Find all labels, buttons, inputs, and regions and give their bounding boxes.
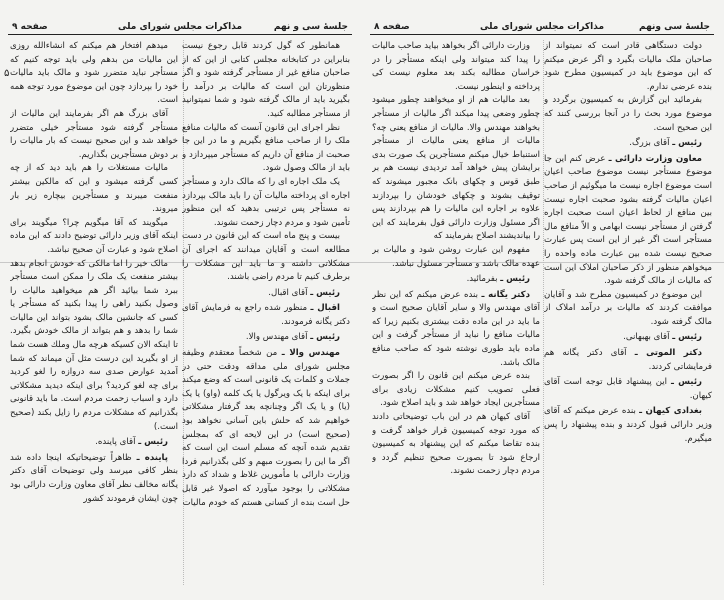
paragraph-text: آقای بزرگ هم اگر بفرمایند این مالیات از مستأجر گرفته شود مستأجر خیلی متضرر خواهد شد و این صحیح نیست که بار مالیات را بر دوش مستأجرین بگذاریم.	[10, 108, 178, 160]
paragraph	[544, 40, 712, 94]
publication-title: مذاکرات مجلس شورای ملی	[117, 22, 243, 32]
paragraph-text: مالک خیر را اما مالکی که خودش انجام بدهد بیشتر منفعت یک ملک را ممکن است مستأجر ببرد شما بیائید اگر هم میخواهید مالیات را وصول بکنید راهی را پیدا بکنید که مستأجر یا کسی که جانشین مالک بشود بتواند این مالیات شما را بدهد و هم بتواند از مالک خودش بگیرد. تا اینکه الان کسیکه هرچه مال وملك هست شما از او بگیرید این درست مثل آن میماند که شما آمدید عوارض صدی سه دروازه را لغو کردید برای چه لغو کردید؟ برای اینکه دیدید مشکلاتی دارد و اسباب زحمت مردم است. ما باید قانونی بگذرانیم که مشکلات مردم را زایل بکند (صحیح است.)	[10, 258, 178, 432]
paragraph	[182, 176, 350, 230]
speaker-paragraph	[372, 273, 540, 287]
speaker-paragraph	[544, 153, 712, 289]
speaker-name: پاینده ـ	[136, 452, 168, 463]
margin-number: ۵	[4, 68, 10, 79]
paragraph	[10, 162, 178, 216]
speaker-name: رئیس ـ	[671, 377, 702, 388]
speaker-name: رئیس ـ	[672, 138, 702, 149]
speaker-name: دکتر الموتی ـ	[634, 348, 702, 359]
speaker-paragraph	[544, 347, 712, 374]
speaker-name: بغدادی کیهان ـ	[639, 406, 703, 417]
page-8	[362, 0, 724, 600]
paragraph	[372, 411, 540, 479]
speaker-name: اقبال ـ	[310, 303, 340, 314]
paragraph-text: آقای کیهان هم در این باب توضیحاتی دادند که مورد توجه کمیسیون قرار خواهد گرفت و بنده تقاضا میکنم که این پیشنهاد به کمیسیون ارجاع شود تا بصورت صحیح تنظیم گردد و مردم دچار زحمت نشوند.	[372, 412, 540, 477]
page-header	[370, 20, 714, 35]
paragraph-text: منظور شده راجع به فرمایش آقای دکتر یگانه فرمودند.	[182, 303, 350, 327]
paragraph-text: آقای دکتر یگانه هم فرمایشاتی کردند.	[544, 348, 712, 372]
paragraph	[182, 122, 350, 176]
paragraph-text: بعد مالیات هم از او میخواهند چطور میشود چطور وضعی پیدا میکند اگر مالیات از مستأجر بخواهند مهندس والا. مالیات از منافع یعنی چه؟ مالیات از منافع یعنی مالیات از مستأجر استنباط خیال میکنم مستأجرین یک صورت بدی برایشان پیش خواهد آمد تردیدی نیست هم بر طبق قوس و چکهای بانک مجبور میشوند که توقیف بشوند و چکهای خودشان را بپردازند علاوه بر اجاره این مالیات را هم بپردازند پس اگر مسئول وزارت دارائی قول بفرمایند که این را بیاندیشند اصلاح بفرمایند که	[372, 95, 540, 242]
speaker-paragraph	[544, 137, 712, 151]
paragraph-text: بنده عرض میکنم که آقای وزیر دارائی قبول کردند و بنده پیشنهاد را پس میگیرم.	[544, 406, 712, 444]
page-number: صفحه ۸	[374, 22, 410, 32]
paragraph-text: این موضوع در کمیسیون مطرح شد و آقایان موافقت کردند که مالیات بر درآمد املاک از مالک گرفته شود.	[544, 289, 712, 327]
paragraph-text: میگویند که آقا میگویم چرا؟ میگویند برای اینکه آقای وزیر دارائی توضیح دادند که این ماده اصلاح شود و عبارت آن صحیح نباشد.	[10, 217, 178, 255]
paragraph	[10, 40, 178, 108]
paragraph-text: بیست و پنج ماه است که این قانون در دست مطالعه است و آقایان میدانند که اجرای آن مشکلاتی داشته و ما باید این مشکلات را برطرف کنیم تا مردم راضی باشند.	[182, 231, 350, 283]
text-column-left	[10, 40, 178, 590]
speaker-paragraph	[544, 405, 712, 446]
publication-title: مذاکرات مجلس شورای ملی	[479, 22, 605, 32]
paragraph-text: وزارت دارائی اگر بخواهد بیاید صاحب مالیات را پیدا کند میتواند ولی اینکه مستأجر را در خراسان مطالبه بکند بعد معلوم نیست کی پرداخته و اینطور نیست.	[372, 41, 540, 92]
paragraph-text: آقای اقبال.	[268, 287, 308, 298]
paragraph-text: مفهوم این عبارت روشن شود و مالیات بر عهده مالک باشد و مستأجر مسئول نباشد.	[372, 244, 540, 269]
page-header	[8, 20, 352, 35]
paragraph	[544, 94, 712, 135]
paragraph	[10, 108, 178, 162]
paragraph-text: دولت دستگاهی قادر است که نمیتواند از صاحبان ملک مالیات بگیرد و اگر عرض میکنم که این موضوع باید در کمیسیون مطرح شود بنده عرضی ندارم.	[544, 41, 712, 92]
paragraph-text: مالیات مستغلات را هم باید دید که از چه کسی گرفته میشود و این که مالکین بیشتر منفعت میبرند و مستأجرین بیچاره زیر بار میروند.	[10, 163, 178, 215]
speaker-paragraph	[182, 302, 350, 329]
paragraph	[10, 217, 178, 258]
paragraph-text: آقای بهبهانی.	[623, 332, 670, 343]
paragraph	[544, 289, 712, 330]
paragraph	[372, 40, 540, 94]
session-label: جلسهٔ سی ونهم	[639, 22, 710, 32]
speaker-paragraph	[182, 347, 350, 510]
speaker-paragraph	[544, 331, 712, 345]
paragraph	[372, 244, 540, 271]
paragraph-text: بنده عرض میکنم که این نظر آقای مهندس والا و سایر آقایان صحیح است و ما باید در این ماده دقت بیشتری بکنیم زیرا که مالیات منافع را نباید از مستأجر گرفت و این ماده باید طوری نوشته شود که صاحب منافع مالک باشد.	[372, 289, 540, 368]
paragraph-text: ظاهراً توضیحاتیکه اینجا داده شد بنظر کافی میرسد ولی توضیحات آقای دکتر یگانه مخالف نظر آقای معاون وزارت دارائی بود چون ایشان فرمودند کشور	[10, 452, 178, 504]
paragraph-text: عرض کنم این جا موضوع مستأجر نیست موضوع صاحب اعیان است موضوع اجاره نیست ما میگوئیم از صاحب اعیان مالیات گرفته بشود صحبت اجاره نیست بین منافع از لحاظ اعیان است صحبت اجاره گرفتن از مستأجر نیست ابهامی و الاّ منافع مال مستأجر است اگر غیر از این است پس عبارت صحیح نیست شده بین عبارت ماده واحده را میخواهم منظور از ذکر صاحبان املاک این است که مالیات از مالک گرفته شود.	[544, 153, 712, 287]
speaker-name: مهندس والا ـ	[281, 348, 341, 359]
paragraph-text: این پیشنهاد قابل توجه است آقای کیهان.	[544, 377, 712, 401]
paragraph-text: همانطور که گول کردند قابل رجوع نیست بنابراین در کتابخانه مجلس کتابی از این که از صاحبان منافع غیر از مستأجر گرفته شود و اگر منظورتان این است که مالیات بر درآمد را بگیرید باید از مالک گرفته شود و شما نمیتوانید از مستأجر مطالبه کنید.	[182, 41, 350, 119]
speaker-name: رئیس ـ	[500, 274, 530, 285]
paragraph	[372, 94, 540, 244]
speaker-name: رئیس ـ	[672, 332, 702, 343]
speaker-name: معاون وزارت دارائی ـ	[608, 153, 702, 164]
speaker-paragraph	[182, 287, 350, 301]
page-number: صفحه ۹	[12, 22, 48, 32]
speaker-paragraph	[182, 331, 350, 345]
speaker-paragraph	[372, 289, 540, 371]
paragraph	[182, 40, 350, 122]
paragraph-text: آقای پاینده.	[95, 437, 136, 448]
paragraph	[182, 230, 350, 284]
text-column-left	[372, 40, 540, 590]
speaker-name: دکتر یگانه ـ	[481, 289, 531, 300]
paragraph-text: یک ملک اجاره ای را که مالک دارد و مستأجر اجاره ای پرداخته مالیات آن را باید مالک بپردازد نه مستأجر پس ترتیبی بدهید که این منظور تأمین شود و مردم دچار زحمت نشوند.	[182, 176, 350, 228]
speaker-paragraph	[10, 436, 178, 450]
paragraph	[372, 370, 540, 411]
paragraph-text: نظر اجرای این قانون آنست که مالیات منافع ملک را از صاحب منافع بگیریم و ما در این جا صحبت از منافع آن داریم که مستأجر میپردازد و باید از مالک وصول شود.	[182, 122, 350, 174]
paragraph-text: بنده عرض میکنم این قانون را اگر بصورت فعلی تصویب کنیم مشکلات زیادی برای مستأجرین ایجاد خواهد شد و باید اصلاح شود.	[372, 371, 540, 409]
text-column-right	[182, 40, 350, 590]
paragraph-text: من شخصاً معتقدم وظیفه مجلس شورای ملی مداقه ودقت حتی در جملات و کلمات یک قانونی است که وضع میکند برای اینکه با یک ویرگول یا یک کلمه (واو) یا یک (یا) و یا یک اگر وچنانچه بعد گرفتار مشکلاتی خواهیم شد که حلش باین آسانی نخواهد بود (صحیح است) در این لایحه ای که بمجلس تقدیم شده آنچه که مسلم است این است که اگر ما این را بصورت مبهم و کلی بگذرانیم فردا وزارت دارائی با مأمورین غلاظ و شداد که دارد مشکلاتی را بوجود میآورد که اصولا غیر قابل حل است بنده از کسانی هستم که خودم مالیات	[182, 348, 350, 508]
session-label: جلسهٔ سی و نهم	[273, 22, 348, 32]
paragraph	[10, 258, 178, 435]
speaker-name: رئیس ـ	[138, 437, 168, 448]
paragraph-text: بفرمائید.	[466, 274, 498, 285]
speaker-paragraph	[10, 452, 178, 506]
speaker-name: رئیس ـ	[310, 287, 340, 298]
speaker-paragraph	[544, 376, 712, 403]
paragraph-text: میدهم افتخار هم میکنم که انشاءالله روزی این مالیات من بدهم ولی باید توجه کنیم که مستأجر نباید متضرر شود و مالک باید مالیات خود را بپردازد چون این موضوع مورد توجه همه است.	[10, 41, 178, 106]
paragraph-text: آقای مهندس والا.	[245, 332, 308, 343]
speaker-name: رئیس ـ	[310, 332, 340, 343]
paragraph-text: آقای بزرگ.	[629, 138, 670, 149]
paragraph-text: بفرمائید این گزارش به کمیسیون برگردد و موضوع مورد بحث را در آنجا بررسی کنند که این صحیح است.	[544, 95, 712, 133]
text-column-right	[544, 40, 712, 590]
